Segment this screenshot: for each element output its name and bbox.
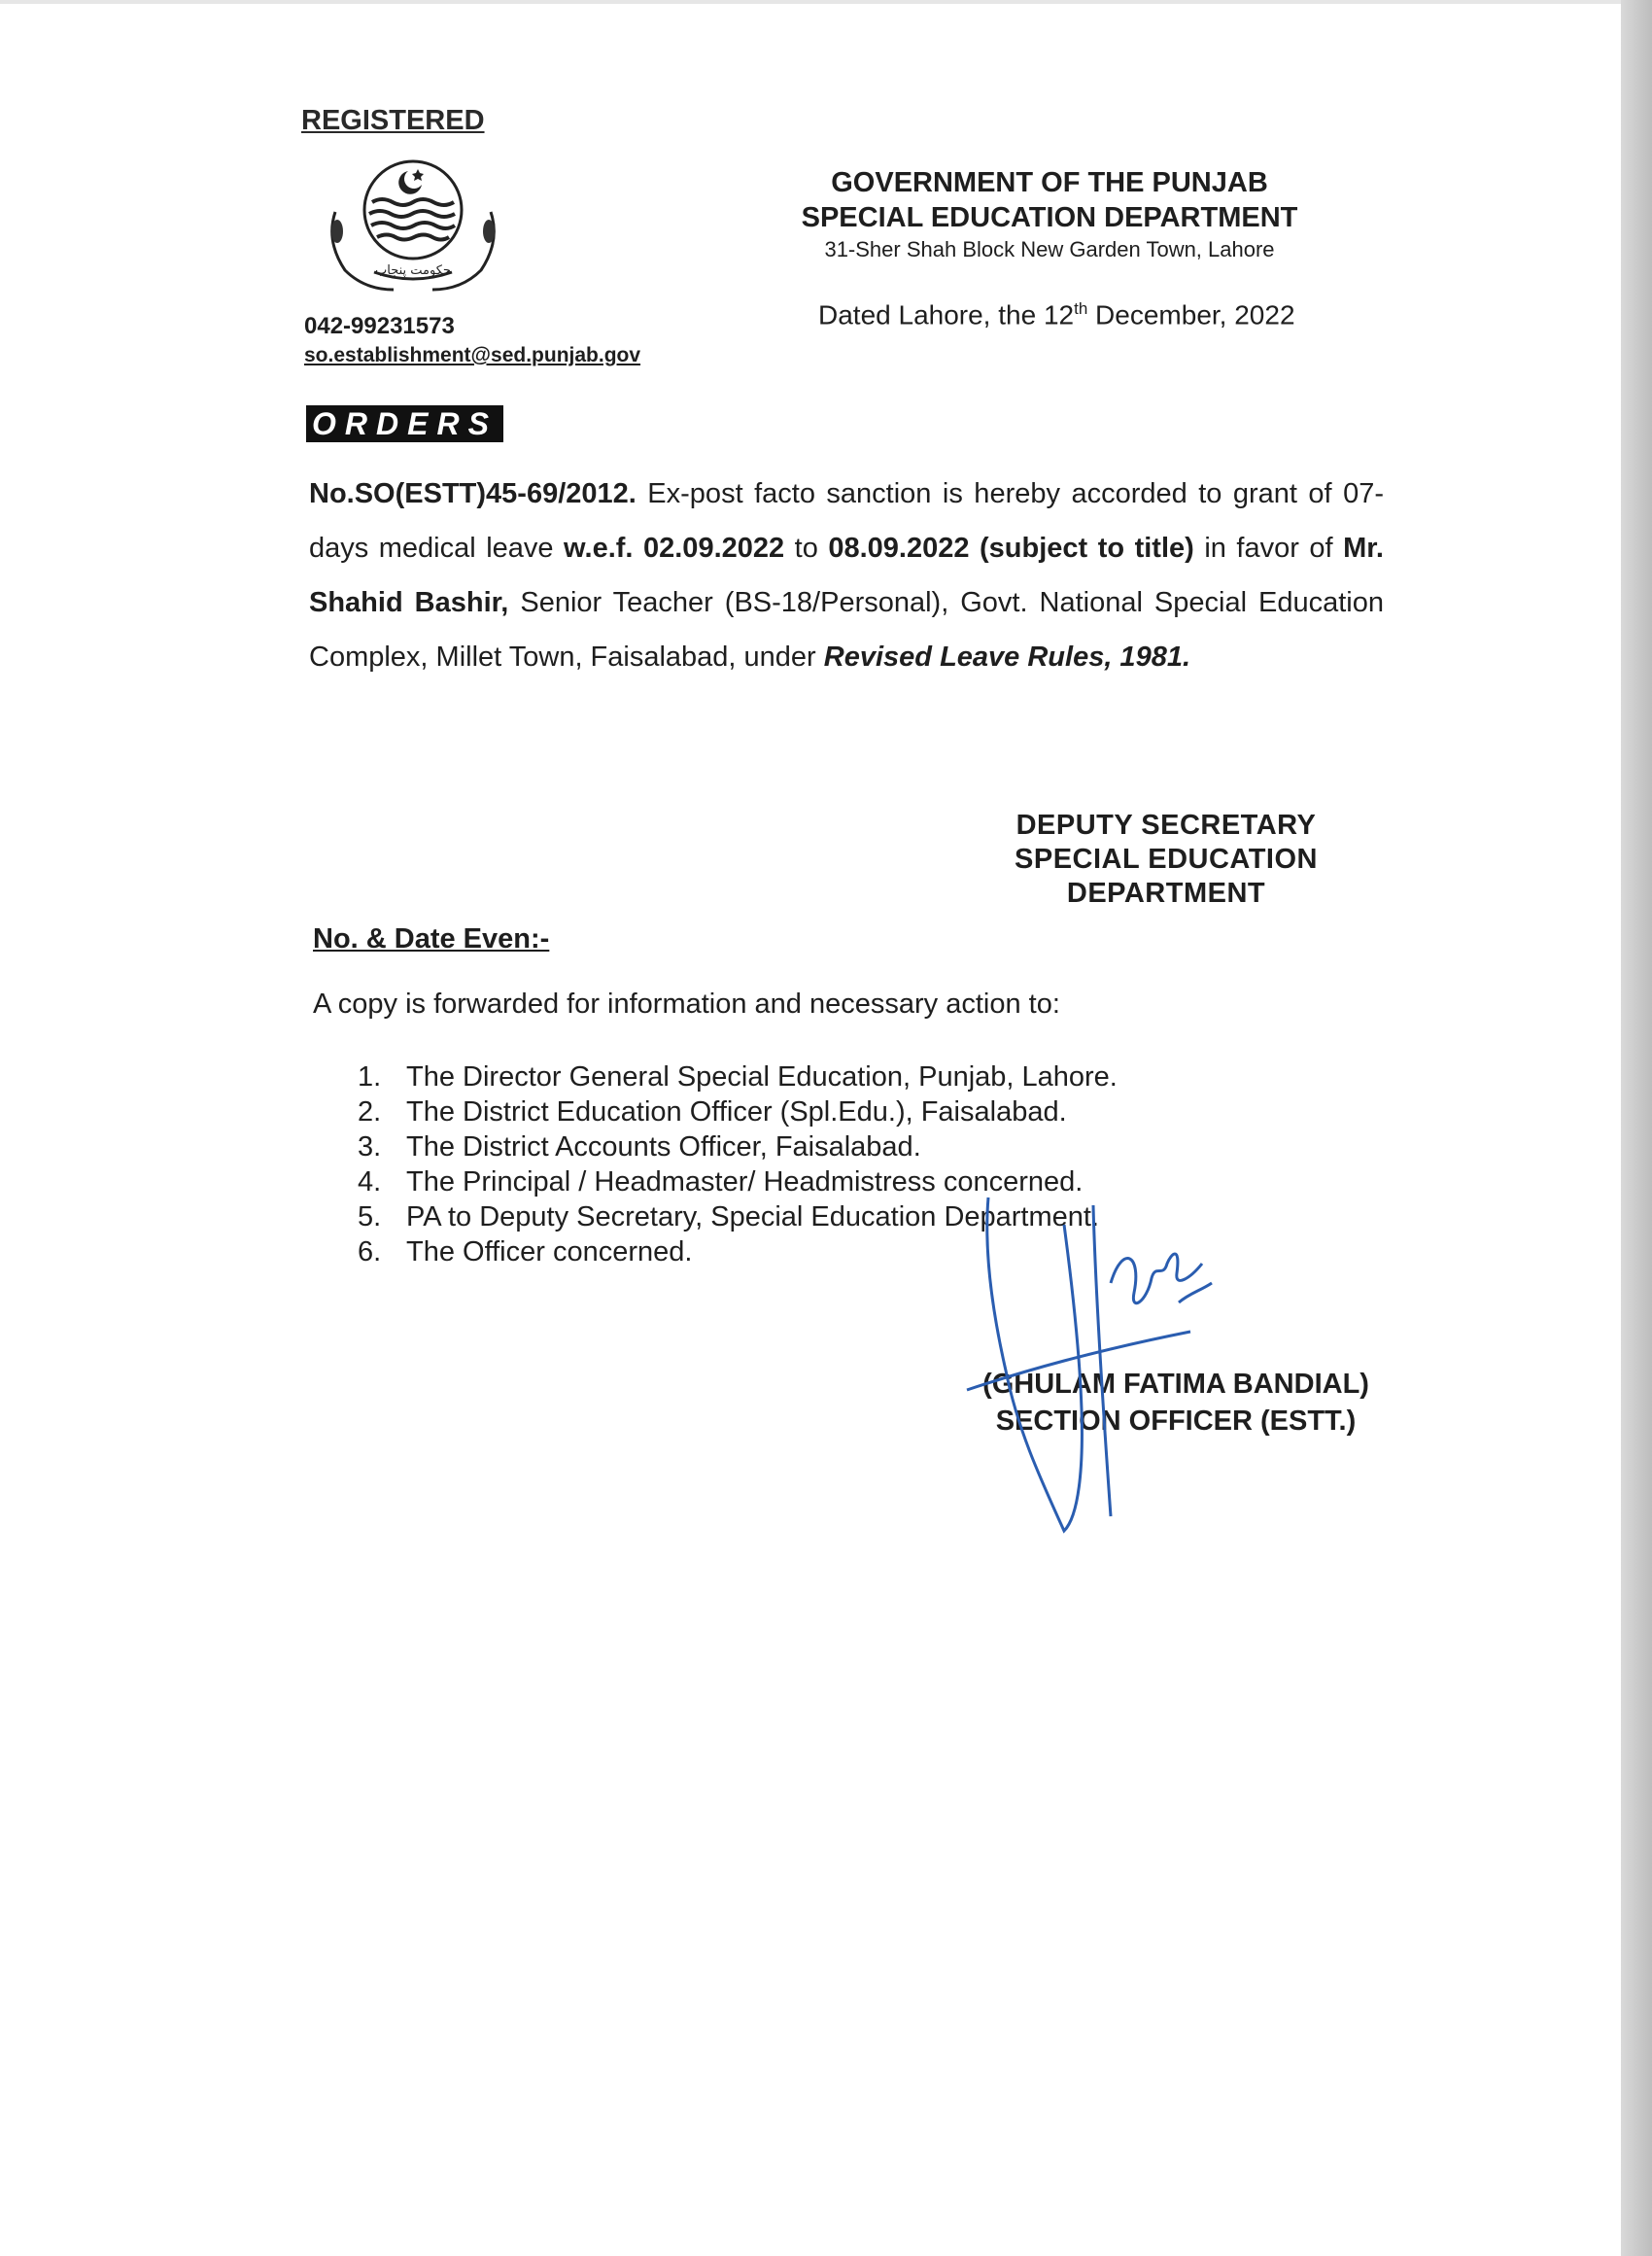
scan-edge-top	[0, 0, 1621, 4]
deputy-secretary-department-2: DEPARTMENT	[1066, 878, 1266, 909]
list-item: 5. PA to Deputy Secretary, Special Education Department.	[358, 1201, 1100, 1232]
department-title: SPECIAL EDUCATION DEPARTMENT	[801, 202, 1298, 233]
order-person-name: Mr. Shahid Bashir,	[309, 533, 1384, 618]
orders-heading: ORDERS	[306, 405, 503, 442]
section-officer-title: SECTION OFFICER (ESTT.)	[995, 1406, 1357, 1437]
dated-line: Dated Lahore, the 12th December, 2022	[818, 299, 1295, 330]
list-item: 6. The Officer concerned.	[358, 1236, 693, 1267]
list-item: 3. The District Accounts Officer, Faisalabad.	[358, 1131, 921, 1163]
list-item: 4. The Principal / Headmaster/ Headmistress concerned.	[358, 1166, 1084, 1197]
handwritten-signature	[947, 1186, 1239, 1545]
list-item: 1. The Director General Special Education, Punjab, Lahore.	[358, 1061, 1118, 1093]
order-to-date: 08.09.2022 (subject to title)	[828, 533, 1194, 564]
punjab-emblem-logo	[316, 154, 510, 299]
registered-label: REGISTERED	[301, 105, 485, 136]
phone-number: 042-99231573	[304, 313, 455, 339]
copy-forward-intro: A copy is forwarded for information and necessary action to:	[313, 989, 1060, 1020]
list-item: 2. The District Education Officer (Spl.Edu.), Faisalabad.	[358, 1096, 1067, 1128]
svg-text:حکومت پنجاب: حکومت پنجاب	[375, 263, 451, 278]
email-link[interactable]: so.establishment@sed.punjab.gov	[304, 344, 641, 366]
order-rules: Revised Leave Rules, 1981.	[823, 642, 1191, 673]
deputy-secretary-title: DEPUTY SECRETARY	[1015, 810, 1317, 841]
order-from-date: w.e.f. 02.09.2022	[564, 533, 785, 564]
gov-title: GOVERNMENT OF THE PUNJAB	[831, 167, 1268, 198]
scan-edge-right	[1621, 0, 1652, 2256]
government-header	[777, 165, 1322, 264]
deputy-secretary-block	[1001, 809, 1331, 911]
department-address: 31-Sher Shah Block New Garden Town, Lahore	[824, 237, 1275, 261]
order-body: No.SO(ESTT)45-69/2012. Ex-post facto sanction is hereby accorded to grant of 07-days medical leave w.e.f. 02.09.2022 to 08.09.2022 (subject to title) in favor of Mr. Shahid Bashir, Senior Teacher (BS-18/Personal), Govt. National Special Education Complex, Millet Town, Faisalabad, under Revised Leave Rules, 1981.	[309, 478, 1384, 673]
order-reference-number: No.SO(ESTT)45-69/2012.	[309, 478, 637, 509]
deputy-secretary-department: SPECIAL EDUCATION	[1015, 844, 1318, 875]
section-officer-name: (GHULAM FATIMA BANDIAL)	[982, 1369, 1369, 1400]
no-date-even-heading: No. & Date Even:-	[313, 923, 550, 954]
